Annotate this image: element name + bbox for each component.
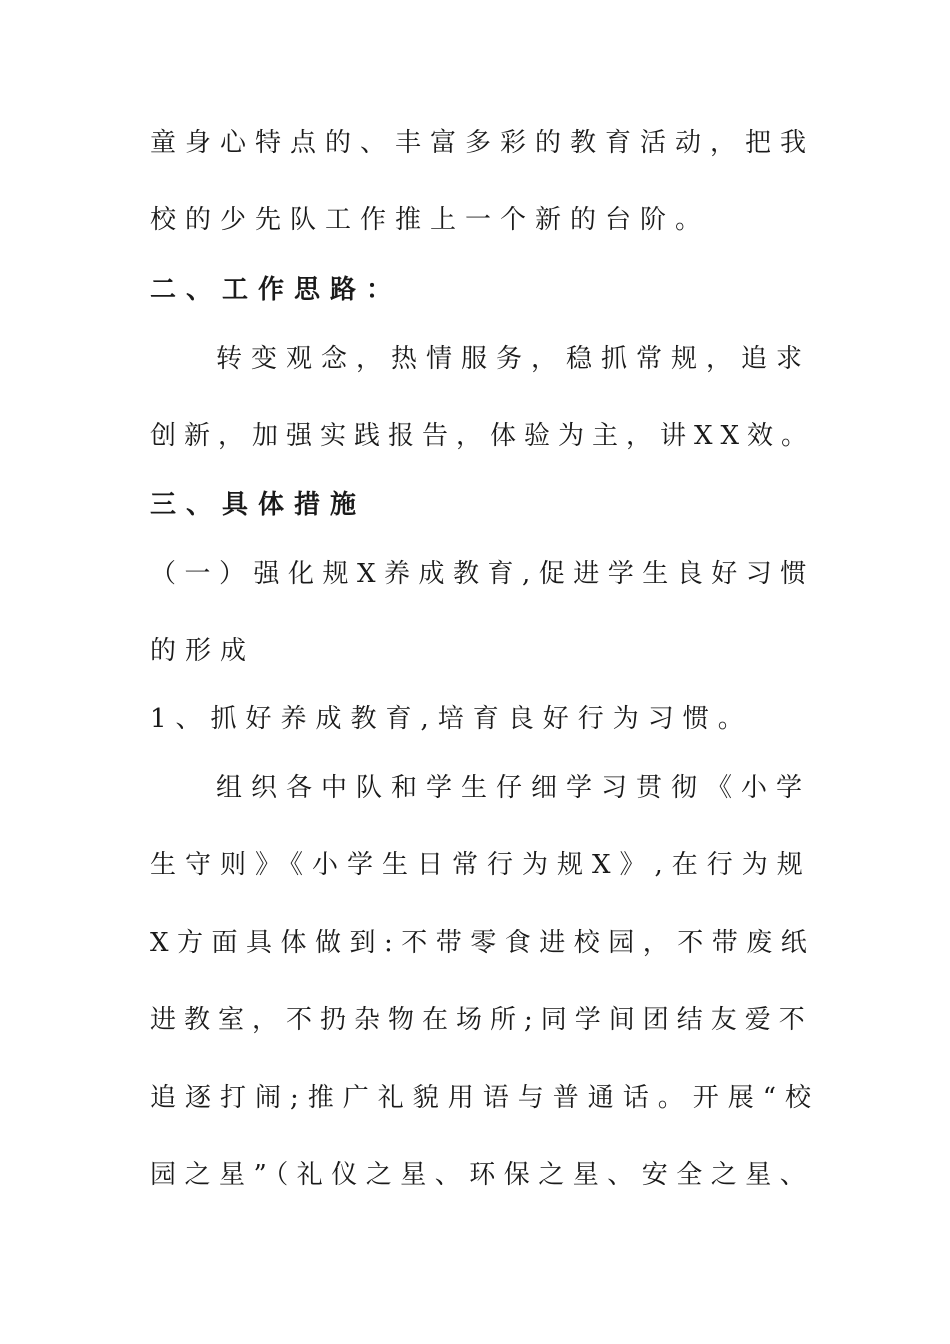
body-text-line: 转变观念，热情服务，稳抓常规，追求: [216, 344, 812, 374]
body-text-line: 校的少先队工作推上一个新的台阶。: [150, 205, 711, 235]
body-text-line: 追逐打闹;推广礼貌用语与普通话。开展“校: [150, 1083, 821, 1113]
body-text-line: 创新，加强实践报告，体验为主，讲XX效。: [150, 421, 816, 451]
body-text-line: 园之星”（礼仪之星、环保之星、安全之星、: [150, 1160, 815, 1190]
body-text-line: 童身心特点的、丰富多彩的教育活动，把我: [150, 128, 816, 158]
section-heading-specific-measures: 三、具体措施: [150, 490, 367, 520]
section-heading-work-ideas: 二、工作思路：: [150, 275, 403, 305]
body-text-line: 进教室，不扔杂物在场所;同学间团结友爱不: [150, 1005, 813, 1035]
body-text-line: 生守则》《小学生日常行为规X》,在行为规: [150, 850, 812, 880]
body-text-line: 组织各中队和学生仔细学习贯彻《小学: [216, 773, 812, 803]
body-text-line: X方面具体做到:不带零食进校园，不带废纸: [150, 928, 816, 958]
subsection-heading-continued: 的形成: [150, 636, 256, 666]
subsection-heading: （一）强化规X养成教育,促进学生良好习惯: [150, 559, 815, 589]
numbered-item-heading: 1、抓好养成教育,培育良好行为习惯。: [150, 704, 753, 734]
